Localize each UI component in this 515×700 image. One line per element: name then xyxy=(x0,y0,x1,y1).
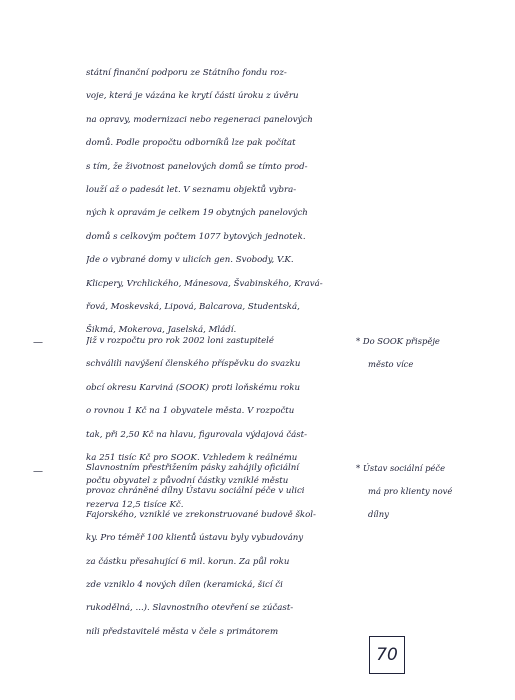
text-line: o rovnou 1 Kč na 1 obyvatele města. V rozpočtu xyxy=(86,406,295,417)
page-number-box xyxy=(369,636,405,674)
text-line: za částku přesahující 6 mil. korun. Za půl roku xyxy=(86,556,290,567)
text-line: Jde o vybrané domy v ulicích gen. Svobody, V.K. xyxy=(86,255,294,266)
text-line: počtu obyvatel z původní částky vzniklé městu xyxy=(86,476,289,487)
margin-note-sook xyxy=(356,330,506,376)
text-line: Fajorského, vzniklé ve zrekonstruované budově škol- xyxy=(86,509,316,520)
margin-note-line: dílny xyxy=(368,509,389,519)
text-line: státní finanční podporu ze Státního fondu roz- xyxy=(86,68,287,78)
text-line: louží až o padesát let. V seznamu objektů vybra- xyxy=(86,184,297,195)
text-line: s tím, že životnost panelových domů se tímto prod- xyxy=(86,161,308,172)
text-line: ky. Pro téměř 100 klientů ústavu byly vybudovány xyxy=(86,533,304,544)
text-line: řová, Moskevská, Lipová, Balcarova, Studentská, xyxy=(86,301,300,312)
text-line: ka 251 tisíc Kč pro SOOK. Vzhledem k reálnému xyxy=(86,452,298,463)
page-number: 70 xyxy=(376,645,398,665)
text-line: schválili navýšení členského příspěvku do svazku xyxy=(86,359,301,370)
margin-note-line: město více xyxy=(368,359,414,369)
margin-note-line: * Ústav sociální péče xyxy=(356,463,446,473)
paragraph-1 xyxy=(86,62,348,343)
text-line: voje, která je vázána ke krytí části úroku z úvěru xyxy=(86,91,299,102)
text-line: domů s celkovým počtem 1077 bytových jednotek. xyxy=(86,231,306,242)
bullet-dash: — xyxy=(33,466,43,477)
bullet-dash: — xyxy=(33,337,43,348)
text-line: rezerva 12,5 tisíce Kč. xyxy=(86,499,184,510)
text-line: na opravy, modernizaci nebo regeneraci panelových xyxy=(86,114,313,125)
text-line: Slavnostním přestřižením pásky zahájily oficiální xyxy=(86,463,300,473)
text-line: zde vzniklo 4 nových dílen (keramická, šicí či xyxy=(86,579,283,590)
text-line: tak, při 2,50 Kč na hlavu, figurovala výdajová část- xyxy=(86,429,308,440)
text-line: Již v rozpočtu pro rok 2002 loni zastupitelé xyxy=(86,336,275,346)
text-line: provoz chráněné dílny Ústavu sociální péče v ulici xyxy=(86,486,305,497)
paragraph-3 xyxy=(86,457,348,644)
margin-note-usp xyxy=(356,457,506,526)
text-line: rukodělná, ...). Slavnostního otevření se zúčast- xyxy=(86,603,294,614)
text-line: Šikmá, Mokerova, Jaselská, Mládí. xyxy=(86,325,237,336)
text-line: ných k opravám je celkem 19 obytných panelových xyxy=(86,208,308,219)
margin-note-line: * Do SOOK přispěje xyxy=(356,336,440,346)
text-line: Klicpery, Vrchlického, Mánesova, Švabinského, Kravá- xyxy=(86,278,323,289)
margin-note-line: má pro klienty nové xyxy=(368,486,453,496)
text-line: nili představitelé města v čele s primátorem xyxy=(86,626,279,637)
text-line: obcí okresu Karviná (SOOK) proti loňskému roku xyxy=(86,382,301,393)
text-line: domů. Podle propočtu odborníků lze pak počítat xyxy=(86,138,296,149)
